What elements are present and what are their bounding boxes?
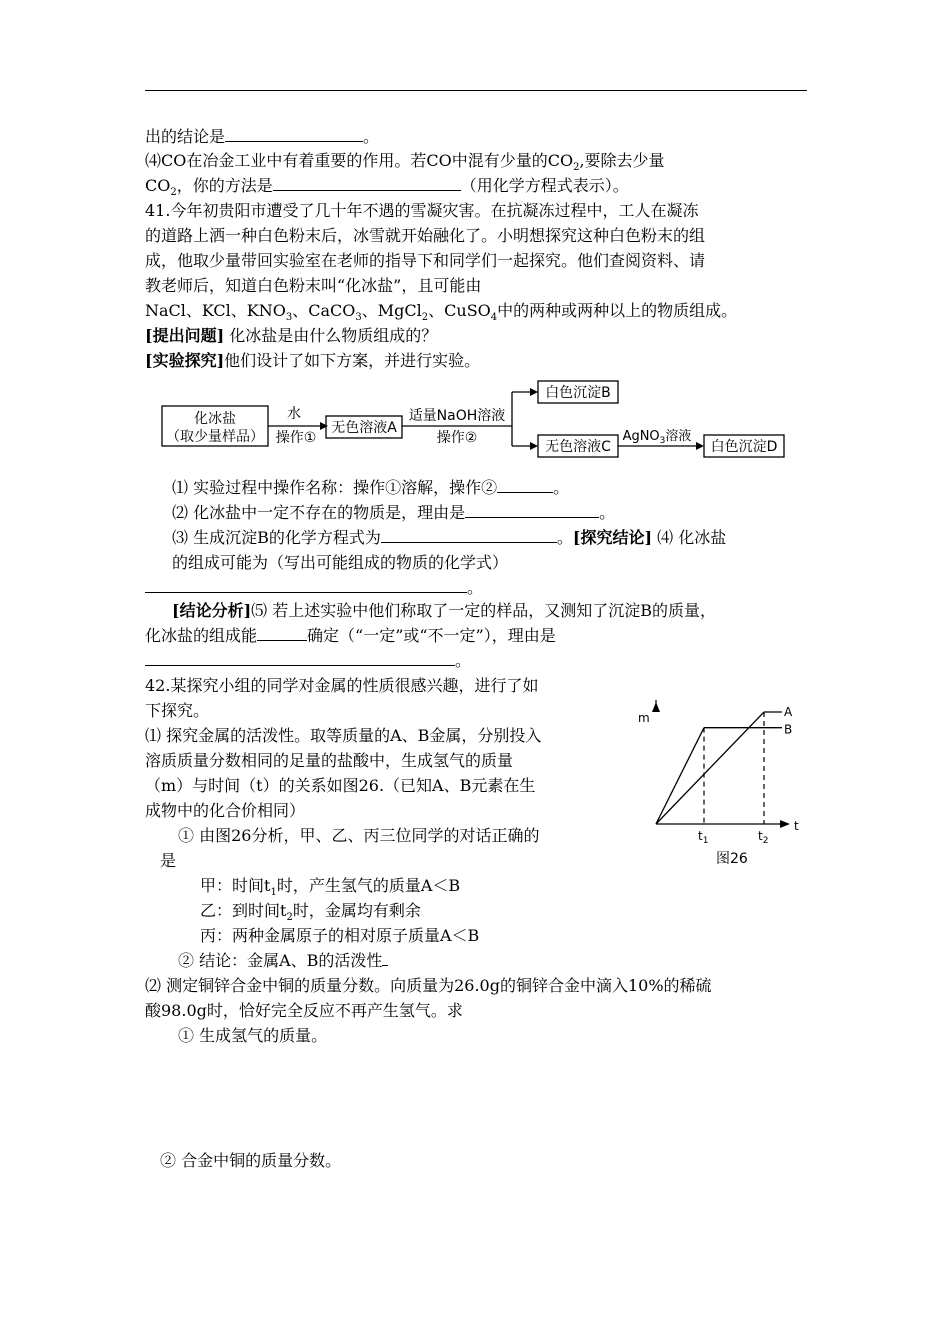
q42-line7: ① 由图26分析，甲、乙、丙三位同学的对话正确的: [178, 826, 540, 845]
q41-p5-answer: 。: [145, 650, 471, 672]
q42-yi: 乙：到时间$t_2$时，金属均有剩余: [200, 901, 421, 924]
answer-blank[interactable]: [145, 577, 467, 593]
q40-part4-line1: ⑷CO在冶金工业中有着重要的作用。若CO中混有少量的$CO_2$,要除去少量: [145, 151, 665, 174]
q42-p2-q1: ① 生成氢气的质量。: [178, 1026, 328, 1045]
q42-p2-q2: ② 合金中铜的质量分数。: [160, 1151, 342, 1170]
series-a-label: A: [784, 705, 793, 719]
q41-p1: ⑴ 实验过程中操作名称：操作①溶解，操作② 。: [172, 478, 570, 497]
flow-sample-line2: （取少量样品）: [166, 429, 264, 445]
flow-solution-a: 无色溶液A: [331, 420, 397, 436]
flow-precip-b: 白色沉淀B: [545, 385, 611, 401]
header-rule: [145, 90, 807, 91]
flow-water-label: 水: [287, 406, 301, 422]
answer-blank[interactable]: [225, 126, 363, 142]
flow-naoh-label: 适量NaOH溶液: [408, 408, 506, 424]
answer-blank[interactable]: [465, 502, 599, 518]
experiment-flow-diagram: [160, 378, 790, 464]
q42-line3: ⑴ 探究金属的活泼性。取等质量的A、B金属，分别投入: [145, 726, 542, 745]
q41-p5-line1: [结论分析]⑸ 若上述实验中他们称取了一定的样品，又测知了沉淀B的质量，: [172, 601, 717, 620]
answer-blank[interactable]: [257, 625, 307, 641]
series-b-label: B: [784, 722, 793, 737]
answer-blank[interactable]: [273, 175, 461, 191]
q41-experiment: [实验探究]他们设计了如下方案，并进行实验。: [145, 351, 481, 370]
q40-part4-line2: $CO_2$，你的方法是 （用化学方程式表示）。: [145, 176, 629, 199]
answer-blank[interactable]: [381, 527, 557, 543]
x-tick-t1: $t_1$: [698, 829, 709, 846]
series-b-line: [656, 728, 704, 824]
q42-p2-line1: ⑵ 测定铜锌合金中铜的质量分数。向质量为26.0g的铜锌合金中滴入10%的稀硫: [145, 976, 712, 995]
q42-line2: 下探究。: [145, 701, 210, 720]
q42-line8: 是: [160, 851, 177, 870]
q41-line4: 教老师后，知道白色粉末叫“化冰盐”，且可能由: [145, 276, 482, 295]
q41-line3: 成，他取少量带回实验室在老师的指导下和同学们一起探究。他们查阅资料、请: [145, 251, 706, 270]
q42-jia: 甲：时间$t_1$时，产生氢气的质量A＜B: [200, 876, 461, 899]
q42-p2-line2: 酸98.0g时，恰好完全反应不再产生氢气。求: [145, 1001, 463, 1020]
flow-agno3-label: AgNO$_3$溶液: [622, 429, 692, 446]
answer-blank[interactable]: [382, 950, 388, 966]
q40-conclusion-line: 出的结论是 。: [145, 127, 380, 146]
x-tick-t2: $t_2$: [758, 829, 769, 846]
q41-line1: 41.今年初贵阳市遭受了几十年不遇的雪凝灾害。在抗凝冻过程中，工人在凝冻: [145, 201, 699, 220]
series-a-line: [656, 712, 764, 824]
q41-p4-answer: 。: [145, 577, 483, 599]
q42-bing: 丙：两种金属原子的相对原子质量A＜B: [200, 926, 480, 945]
y-axis-label: m: [638, 711, 650, 725]
q42-line1: 42.某探究小组的同学对金属的性质很感兴趣，进行了如: [145, 676, 539, 695]
q41-p5-line2: 化冰盐的组成能 确定（“一定”或“不一定”），理由是: [145, 626, 556, 645]
flow-op2-label: 操作②: [436, 430, 478, 446]
y-axis-arrow: [652, 702, 660, 712]
figure-caption: 图26: [716, 851, 748, 867]
q41-substances: NaCl、KCl、$KNO_3$、CaCO$_3$、MgCl$_2$、CuSO$_4$中的两种或两种以上的物质组成。: [145, 301, 738, 324]
q41-question: [提出问题] 化冰盐是由什么物质组成的？: [145, 326, 438, 345]
figure-26-chart: [632, 700, 812, 848]
flow-sample-line1: 化冰盐: [194, 411, 236, 427]
q42-line5: （m）与时间（t）的关系如图26.（已知A、B元素在生: [145, 776, 536, 795]
q42-conclusion: ② 结论：金属A、B的活泼性: [178, 950, 388, 972]
q41-line2: 的道路上洒一种白色粉末后，冰雪就开始融化了。小明想探究这种白色粉末的组: [145, 226, 706, 245]
q41-p4-line2: 的组成可能为（写出可能组成的物质的化学式）: [172, 553, 509, 572]
flow-precip-d: 白色沉淀D: [710, 439, 778, 455]
x-axis-label: t: [794, 819, 799, 833]
q42-line6: 成物中的化合价相同）: [145, 801, 306, 820]
flow-op1-label: 操作①: [275, 430, 317, 446]
q41-p2: ⑵ 化冰盐中一定不存在的物质是，理由是 。: [172, 503, 616, 522]
flow-solution-c: 无色溶液C: [545, 439, 611, 455]
x-axis-arrow: [780, 820, 790, 828]
q42-line4: 溶质质量分数相同的足量的盐酸中，生成氢气的质量: [145, 751, 514, 770]
q41-p3: ⑶ 生成沉淀B的化学方程式为 。[探究结论] ⑷ 化冰盐: [172, 528, 727, 547]
answer-blank[interactable]: [145, 650, 455, 666]
answer-blank[interactable]: [497, 477, 553, 493]
